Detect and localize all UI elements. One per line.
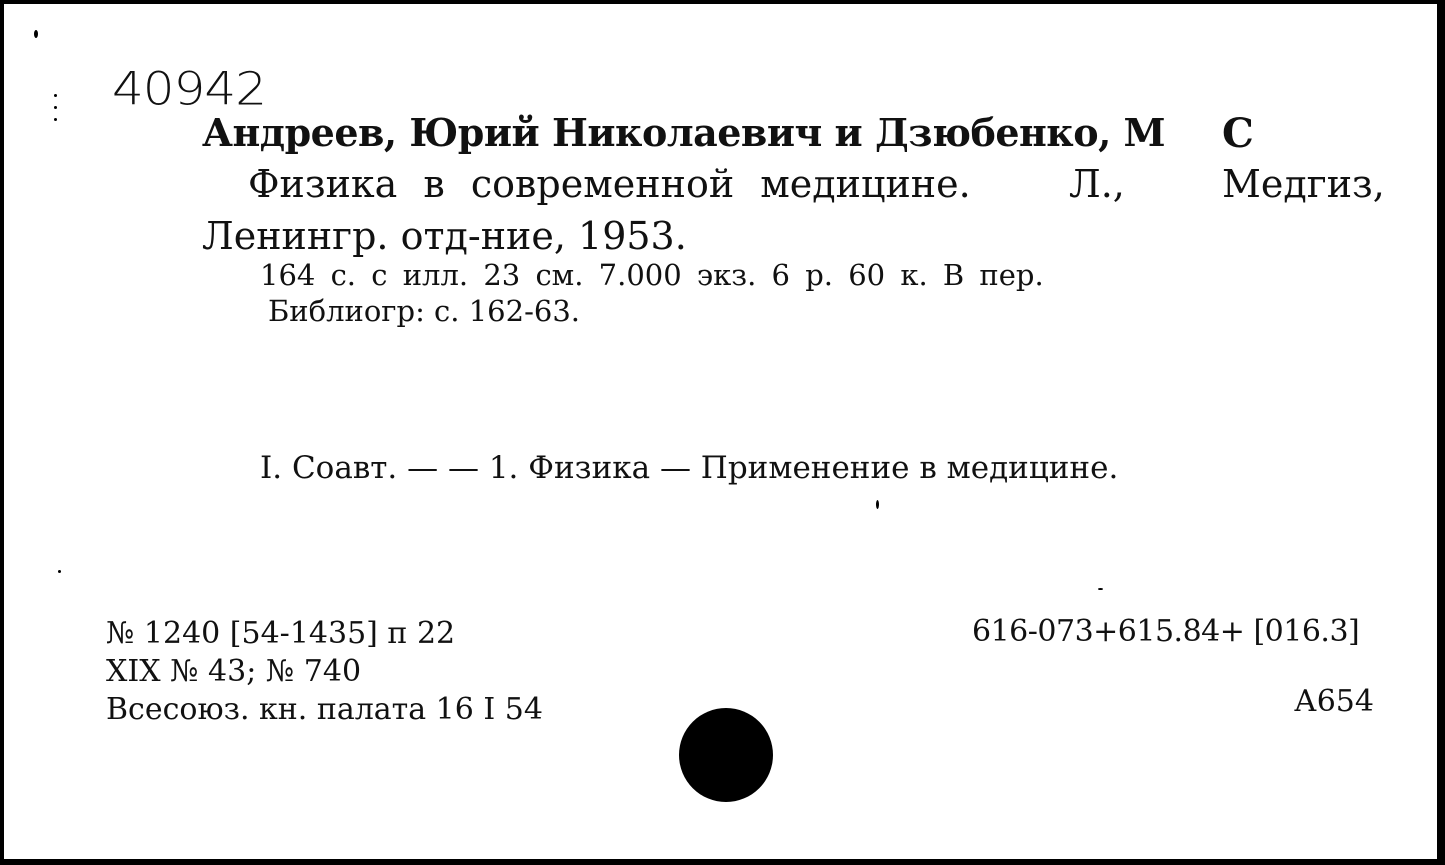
registration-number: № 1240 [54-1435] п 22: [106, 616, 456, 651]
ink-speck: [34, 30, 38, 38]
shelf-code: А654: [1294, 684, 1374, 719]
publisher-line: Ленингр. отд-ние, 1953.: [202, 214, 687, 258]
series-number: XIX № 43; № 740: [106, 654, 362, 689]
ink-speck: [1098, 588, 1103, 590]
catalog-card: [4, 4, 1443, 861]
subject-headings: I. Соавт. — — 1. Физика — Применение в медицине.: [260, 450, 1119, 486]
physical-description: 164 с. с илл. 23 см. 7.000 экз. 6 р. 60 к. В пер.: [260, 258, 1044, 292]
publication-city: Л.,: [1069, 162, 1125, 206]
ink-speck: [54, 106, 57, 109]
ink-speck: [58, 570, 61, 573]
author-heading: Андреев, Юрий Николаевич и Дзюбенко, М: [202, 110, 1166, 155]
bibliography-note: Библиогр: с. 162-63.: [268, 294, 581, 328]
publisher-name: Медгиз,: [1222, 162, 1385, 206]
chamber-imprint: Всесоюз. кн. палата 16 I 54: [106, 692, 543, 727]
ink-speck: [54, 118, 57, 121]
author-initial: С: [1222, 110, 1254, 157]
book-title: Физика в современной медицине.: [248, 162, 971, 206]
ink-speck: [54, 94, 57, 97]
handwritten-number: 40942: [112, 62, 267, 116]
punch-hole: [679, 708, 773, 802]
udc-classification: 616-073+615.84+ [016.3]: [972, 614, 1360, 649]
ink-speck: [876, 500, 879, 509]
